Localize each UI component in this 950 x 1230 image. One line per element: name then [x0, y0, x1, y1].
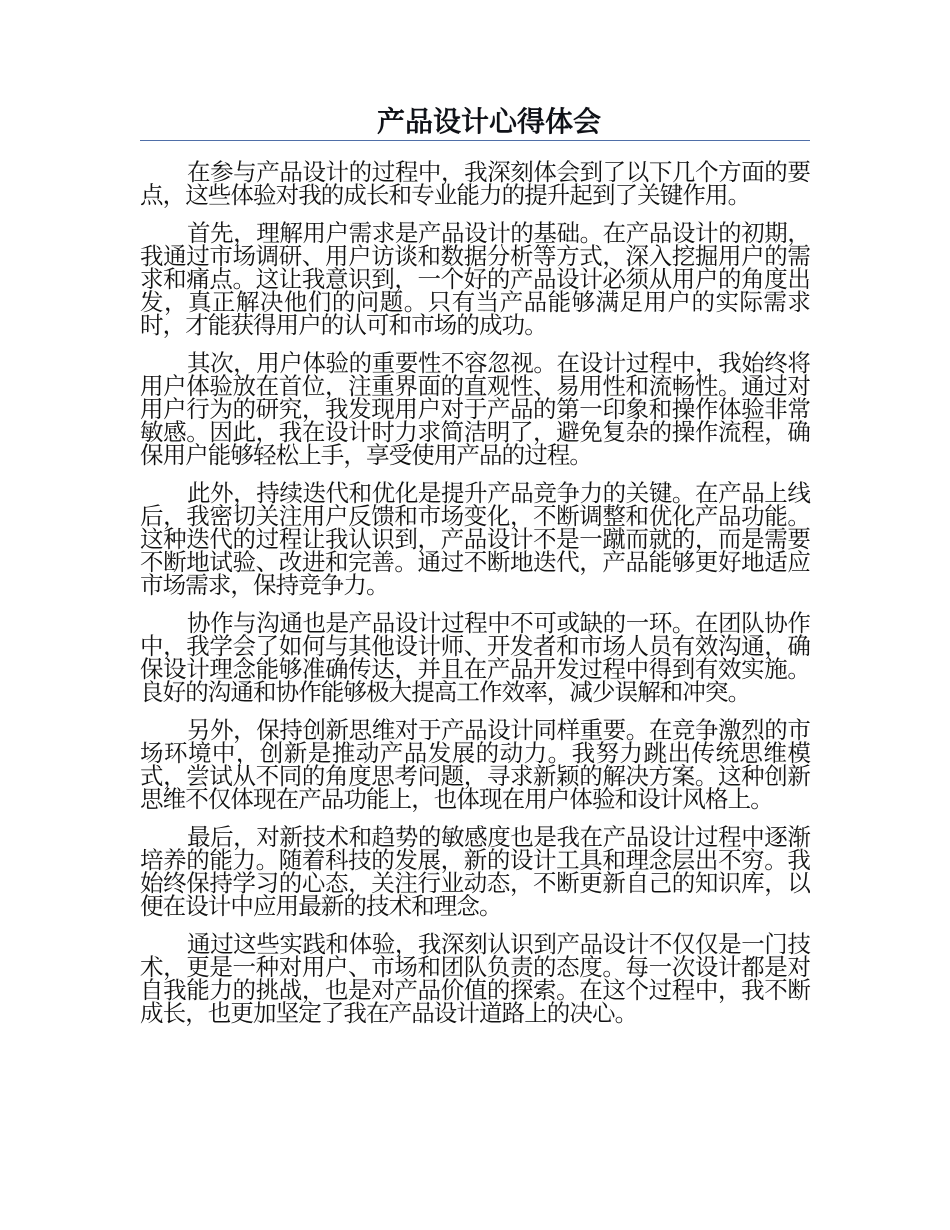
paragraph-new-technology: 最后，对新技术和趋势的敏感度也是我在产品设计过程中逐渐培养的能力。随着科技的发展，新的设计工具和理念层出不穷。我始终保持学习的心态，关注行业动态，不断更新自己的知识库，以便在设计中应用最新的技术和理念。 [140, 823, 810, 920]
paragraph-collaboration: 协作与沟通也是产品设计过程中不可或缺的一环。在团队协作中，我学会了如何与其他设计师、开发者和市场人员有效沟通，确保设计理念能够准确传达，并且在产品开发过程中得到有效实施。良好的沟通和协作能够极大提高工作效率，减少误解和冲突。 [140, 609, 810, 706]
paragraph-innovation: 另外，保持创新思维对于产品设计同样重要。在竞争激烈的市场环境中，创新是推动产品发展的动力。我努力跳出传统思维模式，尝试从不同的角度思考问题，寻求新颖的解决方案。这种创新思维不仅体现在产品功能上，也体现在用户体验和设计风格上。 [140, 716, 810, 813]
title-underline [140, 140, 810, 141]
paragraph-user-needs: 首先，理解用户需求是产品设计的基础。在产品设计的初期，我通过市场调研、用户访谈和数据分析等方式，深入挖掘用户的需求和痛点。这让我意识到，一个好的产品设计必须从用户的角度出发，真正解决他们的问题。只有当产品能够满足用户的实际需求时，才能获得用户的认可和市场的成功。 [140, 219, 810, 339]
paragraph-conclusion: 通过这些实践和体验，我深刻认识到产品设计不仅仅是一门技术，更是一种对用户、市场和团队负责的态度。每一次设计都是对自我能力的挑战，也是对产品价值的探索。在这个过程中，我不断成长，也更加坚定了我在产品设计道路上的决心。 [140, 930, 810, 1027]
paragraph-iteration: 此外，持续迭代和优化是提升产品竞争力的关键。在产品上线后，我密切关注用户反馈和市场变化，不断调整和优化产品功能。这种迭代的过程让我认识到，产品设计不是一蹴而就的，而是需要不断地试验、改进和完善。通过不断地迭代，产品能够更好地适应市场需求，保持竞争力。 [140, 479, 810, 599]
paragraph-user-experience: 其次，用户体验的重要性不容忽视。在设计过程中，我始终将用户体验放在首位，注重界面的直观性、易用性和流畅性。通过对用户行为的研究，我发现用户对于产品的第一印象和操作体验非常敏感。因此，我在设计时力求简洁明了，避免复杂的操作流程，确保用户能够轻松上手，享受使用产品的过程。 [140, 349, 810, 469]
document-title: 产品设计心得体会 [376, 105, 601, 138]
document-page [140, 104, 810, 1040]
paragraph-intro: 在参与产品设计的过程中，我深刻体会到了以下几个方面的要点，这些体验对我的成长和专业能力的提升起到了关键作用。 [140, 158, 810, 209]
